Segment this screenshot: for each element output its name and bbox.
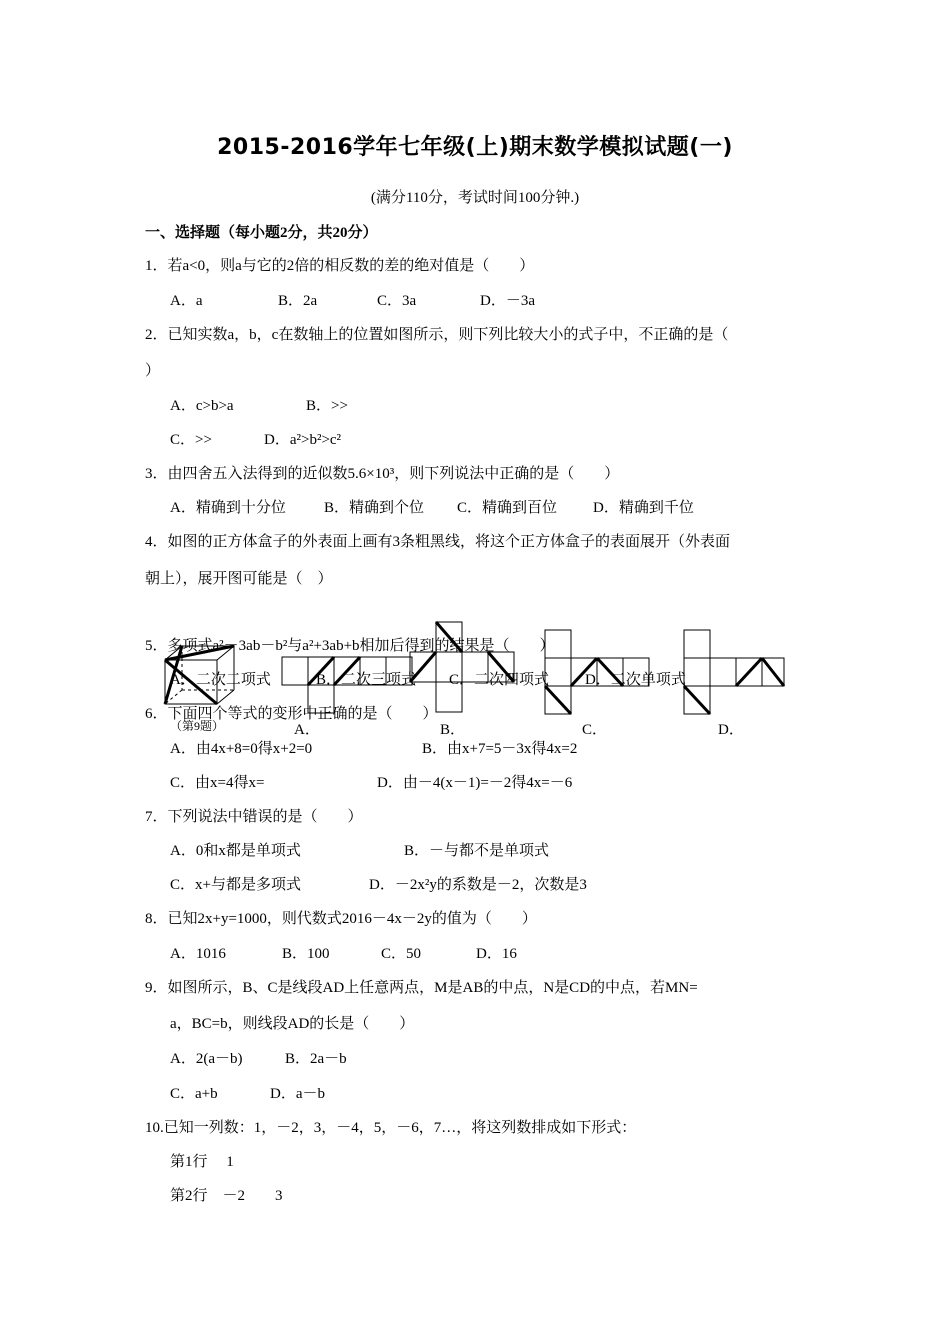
question-8-option-c: C．50 bbox=[381, 946, 422, 962]
question-6-stem: 6．下面四个等式的变形中正确的是（ ） bbox=[145, 706, 438, 722]
question-6-option-a: A．由4x+8=0得x+2=0 bbox=[170, 741, 313, 757]
question-9-stem: 9．如图所示，B、C是线段AD上任意两点，M是AB的中点，N是CD的中点，若MN= bbox=[145, 980, 698, 996]
question-8-option-b: B．100 bbox=[282, 946, 330, 962]
question-6-option-d: D．由－4(x－1)=－2得4x=－6 bbox=[377, 775, 573, 791]
question-7-option-b: B．－与都不是单项式 bbox=[404, 843, 550, 859]
question-2-option-c: C．>> bbox=[170, 432, 212, 448]
question-1-stem: 1．若a<0，则a与它的2倍的相反数的差的绝对值是（ ） bbox=[145, 258, 535, 274]
question-8-option-a: A．1016 bbox=[170, 946, 226, 962]
question-3-option-b: B．精确到个位 bbox=[324, 500, 425, 516]
question-2-option-b: B．>> bbox=[306, 398, 348, 414]
question-2-option-a: A．c>b>a bbox=[170, 398, 234, 414]
exam-info: (满分110分，考试时间100分钟.) bbox=[370, 190, 580, 206]
question-1-option-c: C．3a bbox=[377, 293, 417, 309]
question-4-stem-continued: 朝上），展开图可能是（ ） bbox=[145, 571, 333, 587]
question-2-stem-continued: ） bbox=[145, 363, 161, 379]
question-8-option-d: D．16 bbox=[476, 946, 517, 962]
figure-label-a: A． bbox=[294, 722, 320, 738]
question-4-stem: 4．如图的正方体盒子的外表面上画有3条粗黑线，将这个正方体盒子的表面展开（外表面 bbox=[145, 534, 731, 550]
question-8-stem: 8．已知2x+y=1000，则代数式2016－4x－2y的值为（ ） bbox=[145, 911, 537, 927]
figure-label-c: C． bbox=[582, 722, 608, 738]
question-7-option-c: C．x+与都是多项式 bbox=[170, 877, 301, 893]
question-1-option-d: D．－3a bbox=[480, 293, 535, 309]
question-7-option-a: A．0和x都是单项式 bbox=[170, 843, 301, 859]
question-3-option-d: D．精确到千位 bbox=[593, 500, 694, 516]
question-5-option-b: B．二次三项式 bbox=[316, 672, 417, 688]
question-9-stem-continued: a，BC=b，则线段AD的长是（ ） bbox=[170, 1016, 415, 1032]
question-6-option-c: C．由x=4得x= bbox=[170, 775, 265, 791]
section-heading: 一、选择题（每小题2分，共20分） bbox=[145, 225, 378, 241]
question-9-option-d: D．a－b bbox=[270, 1086, 325, 1102]
question-7-stem: 7．下列说法中错误的是（ ） bbox=[145, 809, 363, 825]
question-9-option-b: B．2a－b bbox=[285, 1051, 347, 1067]
question-5-option-d: D．二次单项式 bbox=[585, 672, 686, 688]
net-option-d bbox=[680, 628, 790, 718]
question-5-option-c: C．二次四项式 bbox=[449, 672, 550, 688]
question-2-stem: 2．已知实数a，b，c在数轴上的位置如图所示，则下列比较大小的式子中，不正确的是（ bbox=[145, 327, 729, 343]
net-option-b bbox=[408, 620, 528, 720]
figure-label-d: D． bbox=[718, 722, 744, 738]
question-3-option-a: A．精确到十分位 bbox=[170, 500, 286, 516]
question-3-option-c: C．精确到百位 bbox=[457, 500, 558, 516]
question-1-option-a: A．a bbox=[170, 293, 203, 309]
question-9-option-a: A．2(a－b) bbox=[170, 1051, 243, 1067]
question-9-option-c: C．a+b bbox=[170, 1086, 218, 1102]
question-10-row-2: 第2行 －2 3 bbox=[170, 1188, 283, 1204]
question-1-option-b: B．2a bbox=[278, 293, 318, 309]
question-5-stem: 5．多项式a²－3ab－b²与a²+3ab+b相加后得到的结果是（ ） bbox=[145, 638, 555, 654]
question-2-option-d: D．a²>b²>c² bbox=[264, 432, 342, 448]
question-10-row-1: 第1行 1 bbox=[170, 1154, 234, 1170]
question-3-stem: 3．由四舍五入法得到的近似数5.6×10³，则下列说法中正确的是（ ） bbox=[145, 466, 620, 482]
question-10-stem: 10.已知一列数：1，－2，3，－4，5，－6，7…，将这列数排成如下形式： bbox=[145, 1120, 637, 1136]
figure-caption: （第9题） bbox=[170, 719, 225, 733]
question-6-option-b: B．由x+7=5－3x得4x=2 bbox=[422, 741, 578, 757]
question-5-option-a: A．二次二项式 bbox=[170, 672, 271, 688]
page-title: 2015-2016学年七年级(上)期末数学模拟试题(一) bbox=[217, 135, 733, 160]
question-7-option-d: D．－2x²y的系数是－2，次数是3 bbox=[369, 877, 587, 893]
figure-label-b: B． bbox=[440, 722, 466, 738]
